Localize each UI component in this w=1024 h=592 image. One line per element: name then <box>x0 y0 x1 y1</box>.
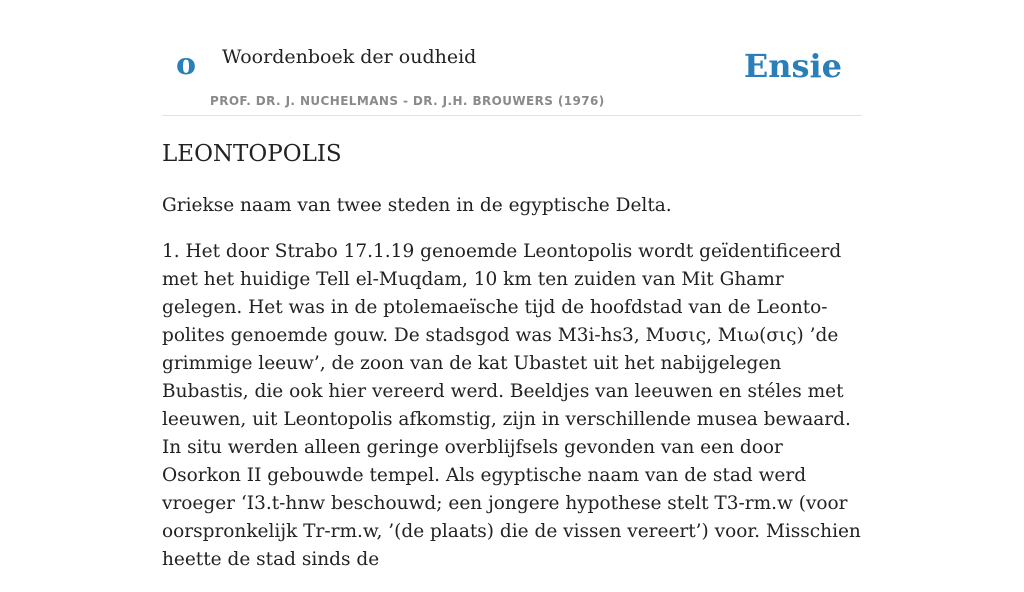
book-logo[interactable]: o <box>176 47 197 82</box>
book-header <box>162 30 862 116</box>
article <box>162 138 862 592</box>
article-paragraph-1: 1. Het door Strabo 17.1.19 genoemde Leontopolis wordt geïdentificeerd met het huidige Tell el-Muqdam, 10 km ten zuiden van Mit Ghamr gelegen. Het was in de ptolemaeïsche tijd de hoofdstad van de Leonto- polites genoemde gouw. De stadsgod was M3i-hs3, Μυσις, Μιω(σις) ’de grimmige leeuw’, de zoon van de kat Ubastet uit het nabijgelegen Bubastis, die ook hier vereerd werd. Beeldjes van leeuwen en stéles met leeuwen, uit Leontopolis afkomstig, zijn in verschillende musea bewaard. In situ werden alleen geringe overblijfsels gevonden van een door Osorkon II gebouwde tempel. Als egyptische naam van de stad werd vroeger ‘I3.t-hnw beschouwd; een jongere hypothese stelt T3-rm.w (voor oorspronkelijk Tr-rm.w, ’(de plaats) die de vissen vereert’) voor. Misschien heette de stad sinds de <box>162 241 861 571</box>
ensie-logo-link[interactable]: Ensie <box>743 47 842 85</box>
article-title: LEONTOPOLIS <box>162 141 342 167</box>
book-authors: PROF. DR. J. NUCHELMANS - DR. J.H. BROUWERS (1976) <box>210 94 605 108</box>
book-title[interactable]: Woordenboek der oudheid <box>222 46 477 68</box>
article-intro: Griekse naam van twee steden in de egyptische Delta. <box>162 195 672 217</box>
